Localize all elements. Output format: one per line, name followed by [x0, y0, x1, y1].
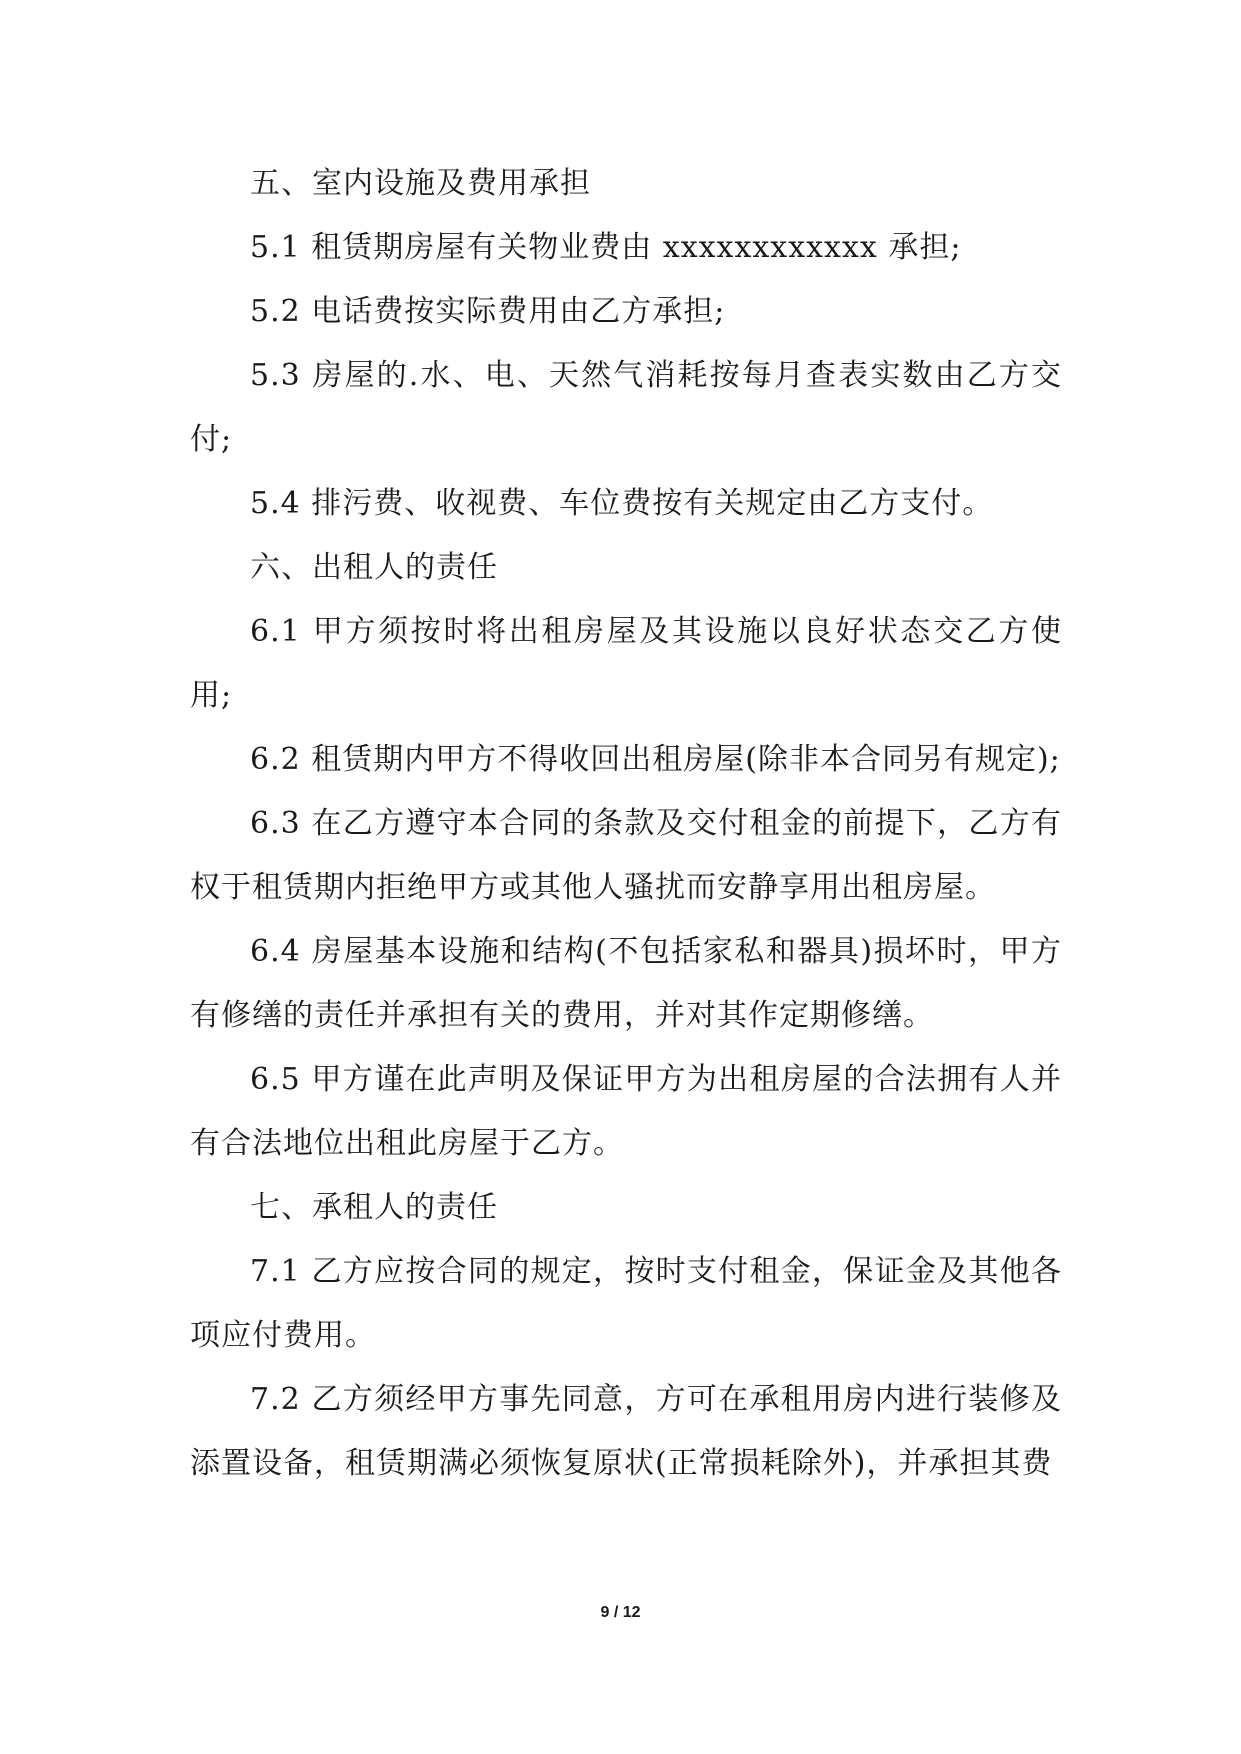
- clause-6-1: 6.1 甲方须按时将出租房屋及其设施以良好状态交乙方使用;: [190, 614, 1062, 713]
- clause-6-3: 6.3 在乙方遵守本合同的条款及交付租金的前提下，乙方有权于租赁期内拒绝甲方或其他人骚扰而安静享用出租房屋。: [190, 806, 1062, 905]
- page-number: 9 / 12: [600, 1604, 641, 1621]
- clause-5-4: 5.4 排污费、收视费、车位费按有关规定由乙方支付。: [250, 486, 994, 521]
- document-body: [190, 152, 1062, 1496]
- section-heading-7: 七、承租人的责任: [250, 1190, 498, 1225]
- clause-6-2: 6.2 租赁期内甲方不得收回出租房屋(除非本合同另有规定);: [250, 742, 1061, 777]
- clause-5-2: 5.2 电话费按实际费用由乙方承担;: [250, 294, 726, 329]
- section-heading-5: 五、室内设施及费用承担: [250, 166, 591, 201]
- section-heading-6: 六、出租人的责任: [250, 550, 498, 585]
- clause-7-1: 7.1 乙方应按合同的规定，按时支付租金，保证金及其他各项应付费用。: [190, 1254, 1062, 1353]
- clause-5-1: 5.1 租赁期房屋有关物业费由 xxxxxxxxxxxx 承担;: [250, 230, 962, 265]
- clause-7-2: 7.2 乙方须经甲方事先同意，方可在承租用房内进行装修及添置设备，租赁期满必须恢复原状(正常损耗除外)，并承担其费: [190, 1382, 1062, 1481]
- clause-5-3: 5.3 房屋的.水、电、天然气消耗按每月查表实数由乙方交付;: [190, 358, 1062, 457]
- clause-6-4: 6.4 房屋基本设施和结构(不包括家私和器具)损坏时，甲方有修缮的责任并承担有关的费用，并对其作定期修缮。: [190, 934, 1062, 1033]
- clause-6-5: 6.5 甲方谨在此声明及保证甲方为出租房屋的合法拥有人并有合法地位出租此房屋于乙方。: [190, 1062, 1062, 1161]
